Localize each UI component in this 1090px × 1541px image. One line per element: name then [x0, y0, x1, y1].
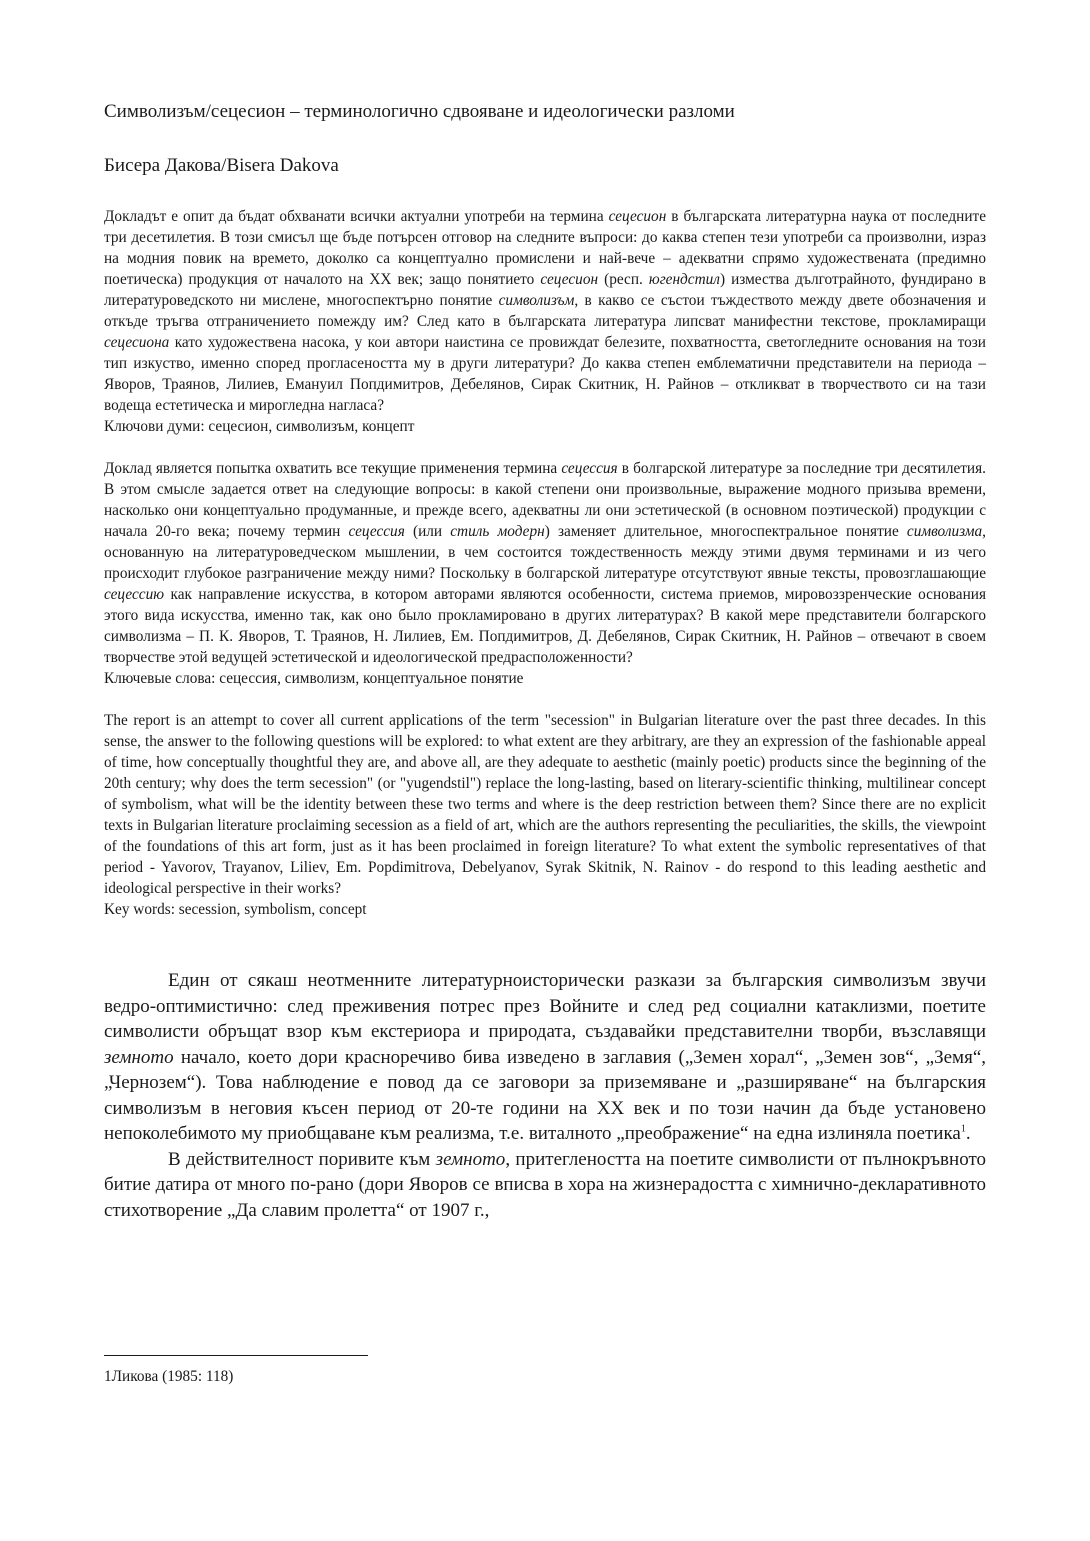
paper-title: Символизъм/сецесион – терминологично сдвояване и идеологически разломи: [104, 101, 735, 122]
body-paragraph-2: В действителност поривите към земното, притеглеността на поетите символисти от пълнокръвното битие датира от много по-рано (дори Яворов се вписва в хора на жизнерадостта с химнично-декларативното стихотворение „Да славим пролетта“ от 1907 г.,: [104, 1148, 987, 1221]
main-body: [104, 968, 986, 1223]
abstract-english: The report is an attempt to cover all current applications of the term "secession" in Bulgarian literature over the past three decades. In this sense, the answer to the following questions will be explored: to what extent are they arbitrary, are they an expression of the fashionable appeal of time, how conceptually thoughtful they are, and above all, are they adequate to aesthetic (mainly poetic) products since the beginning of the 20th century; why does the term secession" (or "yugendstil") replace the long-lasting, based on literary-scientific thinking, multilinear concept of symbolism, what will be the identity between these two terms and where is the deep restriction between them? Since there are no explicit texts in Bulgarian literature proclaiming secession as a field of art, which are the authors representing the peculiarities, the skills, the viewpoint of the foundations of this art form, just as it has been proclaimed in foreign literature? To what extent the symbolic representatives of that period - Yavorov, Trayanov, Liliev, Em. Popdimitrova, Debelyanov, Syrak Skitnik, N. Rainov - do respond to this leading aesthetic and ideological perspective in their works?: [104, 712, 986, 897]
document-page: [104, 100, 986, 1223]
abstract-russian: Доклад является попытка охватить все текущие применения термина сецессия в болгарской литературе за последние три десятилетия. В этом смысле задается ответ на следующие вопросы: в какой степени они произвольные, выражение модного призыва времени, насколько они концептуально продуманные, и прежде всего, адекватны ли они эстетической (в основном поэтической) продукции с начала 20-го века; почему термин сецессия (или стиль модерн) заменяет длительное, многоспектральное понятие символизма, основанную на литературоведческом мышлении, в чем состоится тождественность между этими двумя терминами и из чего происходит глубокое разграничение между ними? Поскольку в болгарской литературе отсутствуют явные тексты, провозглашающие сецессию как направление искусства, в котором авторами являются особенности, система приемов, мировоззренческие основания этого вида искусства, именно так, как оно было проклaмировано в других литературах? В какой мере представители болгарского символизма – П. К. Яворов, Т. Траянов, Н. Лилиев, Ем. Попдимитров, Д. Дебелянов, Сирак Скитник, Н. Райнов – отвечают в своем творчестве этой ведущей эстетической и идеологической предрасположенности?: [104, 460, 986, 666]
body-paragraph-1: Един от сякаш неотменните литературноисторически разкази за българския символизъм звучи ведро-оптимистично: след преживения потрес през Войните и след ред социални катаклизми, поетите символисти обръщат взор към екстериора и природата, създавайки представителни творби, възславящи земното начало, което дори красноречиво бива изведено в заглавия („Земен хорал“, „Земен зов“, „Земя“, „Чернозем“). Това наблюдение е повод да се заговори за приземяване и „разширяване“ на българския символизъм в неговия късен период от 20-те години на ХХ век и по този начин да бъде установено непоколебимото му приобщаване към реализма, т.е. виталното „преображение“ на една излиняла поетика$^1$.: [104, 970, 986, 1144]
footnote-divider: [104, 1355, 368, 1356]
author-line: Бисера Дакова/Bisera Dakova: [104, 155, 339, 176]
keywords-russian: Ключевые слова: сецессия, символизм, концептуальное понятие: [104, 670, 524, 687]
keywords-bulgarian: Ключови думи: сецесион, символизъм, концепт: [104, 418, 415, 435]
footnote-marker[interactable]: 1: [960, 1123, 966, 1135]
keywords-english: Key words: secession, symbolism, concept: [104, 901, 367, 918]
footnote-text: 1Ликова (1985: 118): [104, 1368, 234, 1385]
abstract-bulgarian: Докладът е опит да бъдат обхванати всички актуални употреби на термина сецесион в българската литературна наука от последните три десетилетия. В този смисъл ще бъде потърсен отговор на следните въпроси: до каква степен тези употреби са произволни, израз на модния повик на времето, доколко са концептуално промислени и най-вече – адекватни спрямо художествената (предимно поетическа) продукция от началото на ХХ век; защо понятието сецесион (респ. югендстил) измества дълготрайното, фундирано в литературоведското ни мислене, многоспектърно понятие символизъм, в какво се състои тъждеството между двете обозначения и откъде тръгва отграничението помежду им? След като в българската литература липсват манифестни текстове, прокламиращи сецесиона като художествена насока, у кои автори наистина се провиждат белезите, похватността, светогледните основания на този тип изкуство, именно според прогласеността му в други литератури? До каква степен емблематични представители на периода – Яворов, Траянов, Лилиев, Емануил Попдимитров, Дебелянов, Сирак Скитник, Н. Райнов – откликват в творчеството си на тази водеща естетическа и мирогледна нагласа?: [104, 208, 986, 414]
